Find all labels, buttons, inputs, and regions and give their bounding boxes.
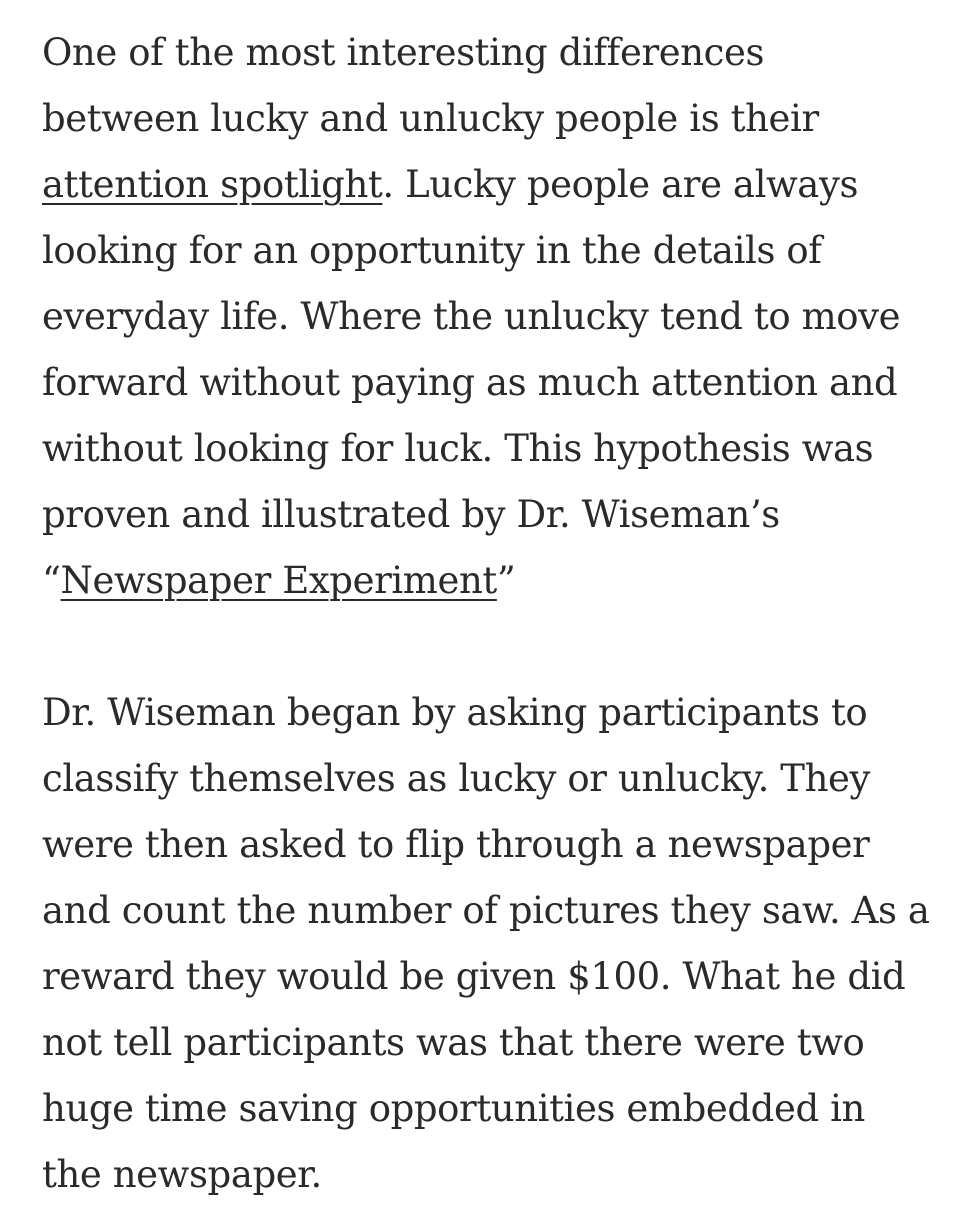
attention-spotlight-link[interactable]: attention spotlight (42, 163, 383, 206)
paragraph-experiment-description: Dr. Wiseman began by asking participants to classify themselves as lucky or unlucky. They were then asked to flip through a newspaper and count the number of pictures they saw. As a reward they would be given $100. What he did not tell participants was that there were two huge time saving opportunities embedded in the newspaper. (42, 691, 930, 1196)
article-body (42, 20, 932, 1208)
paragraph-text: One of the most interesting differences between lucky and unlucky people is their (42, 31, 819, 140)
paragraph-text: . Lucky people are always looking for an opportunity in the details of everyday life. Where the unlucky tend to move forward without paying as much attention and without looking for luck. This hypothesis was proven and illustrated by Dr. Wiseman’s “ (42, 163, 901, 602)
newspaper-experiment-link[interactable]: Newspaper Experiment (60, 559, 497, 602)
paragraph-attention-spotlight (42, 20, 932, 614)
closing-quote: ” (496, 559, 516, 602)
